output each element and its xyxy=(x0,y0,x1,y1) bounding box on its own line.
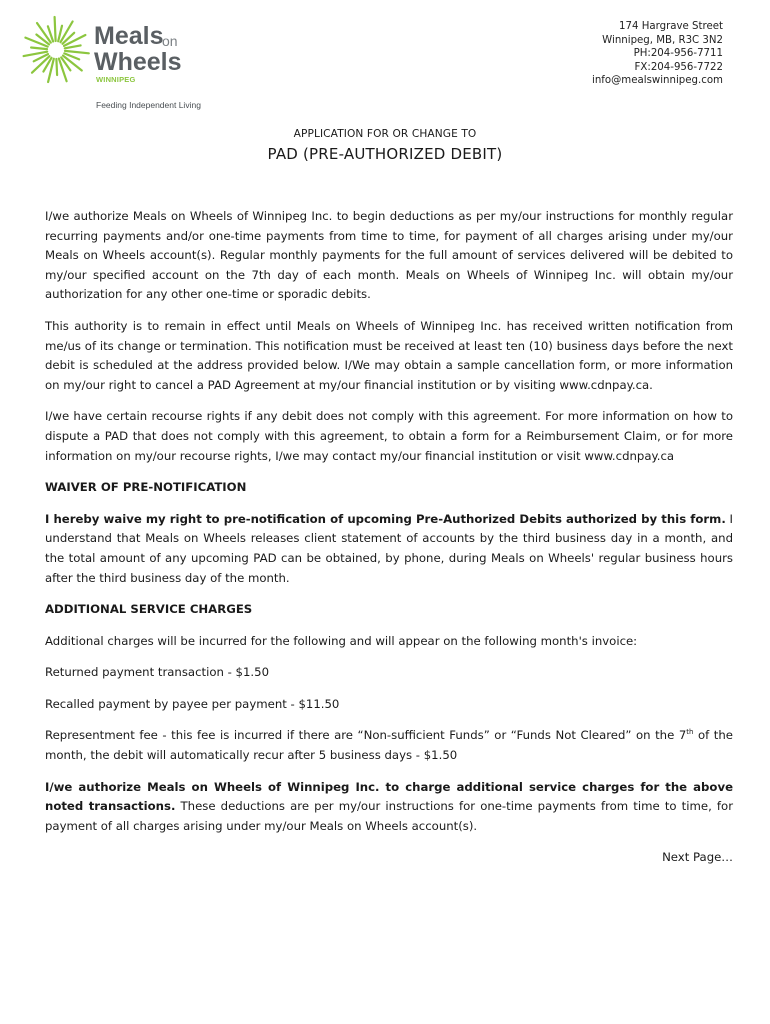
charges-intro: Additional charges will be incurred for the following and will appear on the following month's invoice: xyxy=(45,633,638,648)
meals-on-wheels-logo xyxy=(22,12,222,112)
logo-on-text: on xyxy=(162,33,178,49)
charges-authorization-bold: I/we authorize Meals on Wheels of Winnipeg Inc. to charge additional service charges for the above noted transactions. xyxy=(45,779,733,814)
authorization-paragraph: I/we authorize Meals on Wheels of Winnipeg Inc. to begin deductions as per my/our instructions for monthly regular recurring payments and/or one-time payments from time to time, for payment of all charges arising under my/our Meals on Wheels account(s). Regular monthly payments for the full amount of services delivered will be debited to my/our specified account on the 7th day of each month. Meals on Wheels of Winnipeg Inc. will obtain my/our authorization for any other one-time or sporadic debits. xyxy=(45,209,733,302)
charges-authorization-paragraph xyxy=(45,778,733,837)
document-subtitle: APPLICATION FOR OR CHANGE TO xyxy=(293,128,477,140)
address-city: Winnipeg, MB, R3C 3N2 xyxy=(602,34,723,46)
representment-ordinal: th xyxy=(686,728,694,737)
next-page-indicator: Next Page… xyxy=(662,850,733,865)
contact-address-block xyxy=(592,20,723,88)
representment-text-b: of the month, the debit will automatically recur after 5 business days - $1.50 xyxy=(45,728,733,763)
logo-wheels-text: Wheels xyxy=(94,48,182,76)
waiver-bold-text: I hereby waive my right to pre-notification of upcoming Pre-Authorized Debits authorized by this form. xyxy=(45,511,726,526)
address-email: info@mealswinnipeg.com xyxy=(592,75,723,87)
charges-authorization-text: These deductions are per my/our instructions for one-time payments from time to time, for payment of all charges arising under my/our Meals on Wheels account(s). xyxy=(45,799,733,833)
charge-recalled-payment: Recalled payment by payee per payment - $11.50 xyxy=(45,696,340,711)
document-title: PAD (PRE-AUTHORIZED DEBIT) xyxy=(267,145,503,163)
logo-ray xyxy=(31,48,47,50)
recourse-rights-paragraph: I/we have certain recourse rights if any debit does not comply with this agreement. For more information on how to dispute a PAD that does not comply with this agreement, to obtain a form for a Reimbursement Claim, or for more information on my/our recourse rights, I/we may contact my/our financial institution or visit www.cdnpay.ca xyxy=(45,409,733,463)
logo-ray xyxy=(56,59,57,75)
representment-text-a: Representment fee - this fee is incurred if there are “Non-sufficient Funds” or “Funds Not Cleared” on the 7 xyxy=(45,728,687,743)
logo-ray xyxy=(65,45,81,48)
logo-tagline: Feeding Independent Living xyxy=(96,100,201,110)
sunburst-logo-icon xyxy=(22,12,94,92)
charge-returned-payment: Returned payment transaction - $1.50 xyxy=(45,665,270,680)
address-street: 174 Hargrave Street xyxy=(619,21,723,32)
waiver-heading: WAIVER OF PRE-NOTIFICATION xyxy=(45,480,247,495)
address-phone: PH:204-956-7711 xyxy=(633,48,723,60)
charge-representment xyxy=(45,726,733,765)
logo-meals-text: Meals xyxy=(94,22,164,50)
waiver-text: I understand that Meals on Wheels releases client statement of accounts by the third business day in a month, and the total amount of any upcoming PAD can be obtained, by phone, during Meals on Wheels' regular business hours after the third business day of the month. xyxy=(45,511,733,585)
waiver-paragraph xyxy=(45,510,733,588)
authority-duration-paragraph: This authority is to remain in effect until Meals on Wheels of Winnipeg Inc. has received written notification from me/us of its change or termination. This notification must be received at least ten (10) business days before the next debit is scheduled at the address provided below. I/We may obtain a sample cancellation form, or more information on my/our right to cancel a PAD Agreement at my/our financial institution or by visiting www.cdnpay.ca. xyxy=(45,318,733,392)
logo-ray xyxy=(55,17,56,41)
logo-ray xyxy=(65,51,89,53)
logo-city-text: WINNIPEG xyxy=(96,75,136,84)
document-body xyxy=(45,207,733,868)
address-fax: FX:204-956-7722 xyxy=(634,61,723,73)
charges-heading: ADDITIONAL SERVICE CHARGES xyxy=(45,602,253,617)
